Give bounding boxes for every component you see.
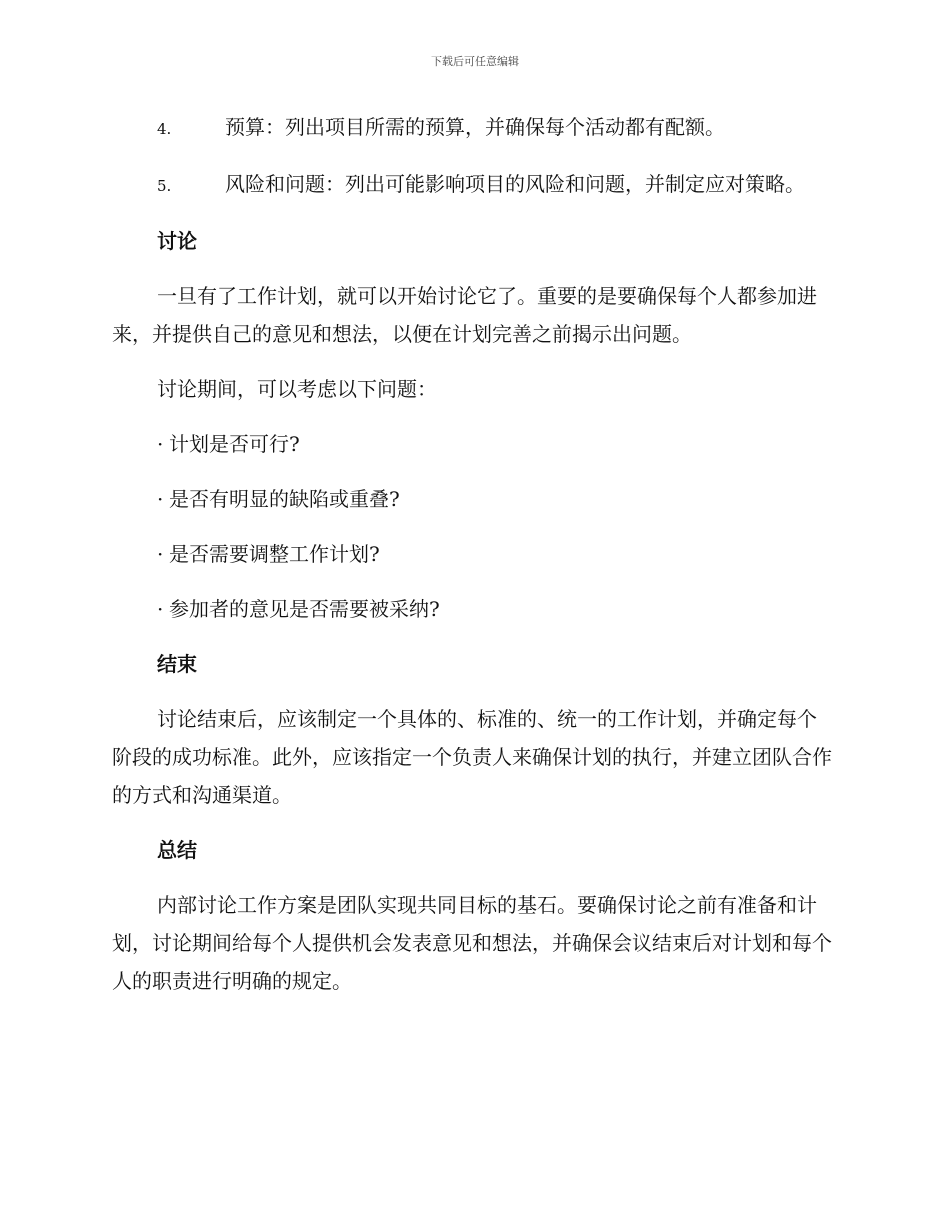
list-item-number: 4.	[157, 120, 172, 138]
section-heading-discussion: 讨论	[157, 229, 197, 253]
bullet-item	[112, 535, 832, 573]
discussion-paragraph: 一旦有了工作计划，就可以开始讨论它了。重要的是要确保每个人都参加进来，并提供自己的意见和想法，以便在计划完善之前揭示出问题。	[112, 284, 817, 346]
list-item-risks	[112, 165, 832, 205]
bullet-item	[112, 425, 832, 463]
bullet-dot: ·	[157, 432, 164, 456]
ending-paragraph: 讨论结束后，应该制定一个具体的、标准的、统一的工作计划，并确定每个阶段的成功标准。此外，应该指定一个负责人来确保计划的执行，并建立团队合作的方式和沟通渠道。	[112, 707, 832, 807]
bullet-item	[112, 480, 832, 518]
document-body	[112, 108, 832, 1017]
section-heading-ending: 结束	[157, 652, 197, 676]
list-item-number: 5.	[157, 177, 172, 195]
bullet-text: 是否有明显的缺陷或重叠?	[169, 487, 400, 511]
list-item-text: 预算：列出项目所需的预算，并确保每个活动都有配额。	[225, 115, 725, 139]
summary-paragraph: 内部讨论工作方案是团队实现共同目标的基石。要确保讨论之前有准备和计划，讨论期间给每个人提供机会发表意见和想法，并确保会议结束后对计划和每个人的职责进行明确的规定。	[112, 893, 832, 993]
bullet-text: 计划是否可行?	[169, 432, 300, 456]
bullet-text: 参加者的意见是否需要被采纳?	[169, 597, 440, 621]
section-heading-summary: 总结	[157, 838, 197, 862]
bullet-dot: ·	[157, 542, 164, 566]
bullet-dot: ·	[157, 597, 164, 621]
page-header-note: 下载后可任意编辑	[431, 55, 519, 68]
bullet-item	[112, 590, 832, 628]
discussion-intro: 讨论期间，可以考虑以下问题：	[157, 377, 437, 401]
list-item-budget	[112, 108, 832, 148]
bullet-dot: ·	[157, 487, 164, 511]
list-item-text: 风险和问题：列出可能影响项目的风险和问题，并制定应对策略。	[225, 172, 805, 196]
bullet-text: 是否需要调整工作计划?	[169, 542, 380, 566]
